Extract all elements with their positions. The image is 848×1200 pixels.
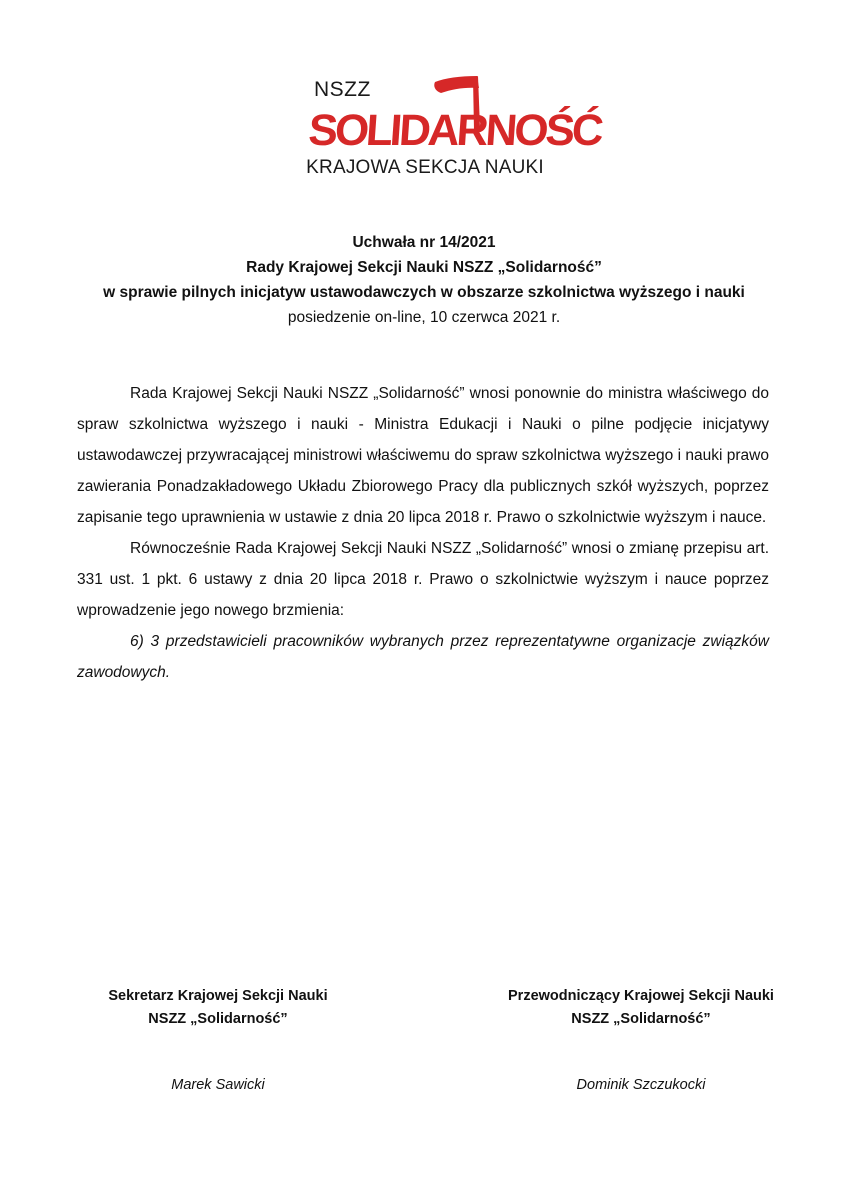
logo-prefix: NSZZ (314, 78, 371, 101)
signature-name: Marek Sawicki (171, 1077, 265, 1093)
body-paragraph: Równocześnie Rada Krajowej Sekcji Nauki NSZZ „Solidarność” wnosi o zmianę przepisu art. 331 ust. 1 pkt. 6 ustawy z dnia 20 lipca 2018 r. Prawo o szkolnictwie wyższym i nauce poprzez wprowadzenie jego nowego brzmienia: (77, 540, 769, 619)
signature-chairman (491, 985, 791, 1093)
signature-role: Przewodniczący Krajowej Sekcji Nauki (508, 988, 774, 1004)
svg-text:SOLIDARNOŚĆ: SOLIDARNOŚĆ (306, 106, 603, 155)
logo-section-name: KRAJOWA SEKCJA NAUKI (306, 157, 544, 178)
resolution-issuer: Rady Krajowej Sekcji Nauki NSZZ „Solidarność” (246, 259, 602, 276)
resolution-body (77, 378, 769, 688)
proposed-provision: 6) 3 przedstawicieli pracowników wybranych przez reprezentatywne organizacje związków zawodowych. (77, 633, 769, 681)
solidarnosc-logo (295, 68, 603, 183)
signature-organization: NSZZ „Solidarność” (571, 1011, 711, 1027)
resolution-subject: w sprawie pilnych inicjatyw ustawodawczych w obszarze szkolnictwa wyższego i nauki (103, 284, 745, 301)
signature-organization: NSZZ „Solidarność” (148, 1011, 288, 1027)
solidarnosc-wordmark (295, 68, 603, 163)
body-paragraph: Rada Krajowej Sekcji Nauki NSZZ „Solidarność” wnosi ponownie do ministra właściwego do spraw szkolnictwa wyższego i nauki - Ministra Edukacji i Nauki o pilne podjęcie inicjatywy ustawodawczej przywracającej ministrowi właściwemu do spraw szkolnictwa wyższego i nauki prawo zawierania Ponadzakładowego Układu Zbiorowego Pracy dla publicznych szkół wyższych, poprzez zapisanie tego uprawnienia w ustawie z dnia 20 lipca 2018 r. Prawo o szkolnictwie wyższym i nauce. (77, 385, 769, 526)
resolution-meeting: posiedzenie on-line, 10 czerwca 2021 r. (287, 309, 561, 326)
resolution-heading (0, 230, 848, 330)
signature-secretary (68, 985, 368, 1093)
signature-name: Dominik Szczukocki (576, 1077, 706, 1093)
signature-role: Sekretarz Krajowej Sekcji Nauki (108, 988, 328, 1004)
resolution-number: Uchwała nr 14/2021 (352, 234, 496, 251)
